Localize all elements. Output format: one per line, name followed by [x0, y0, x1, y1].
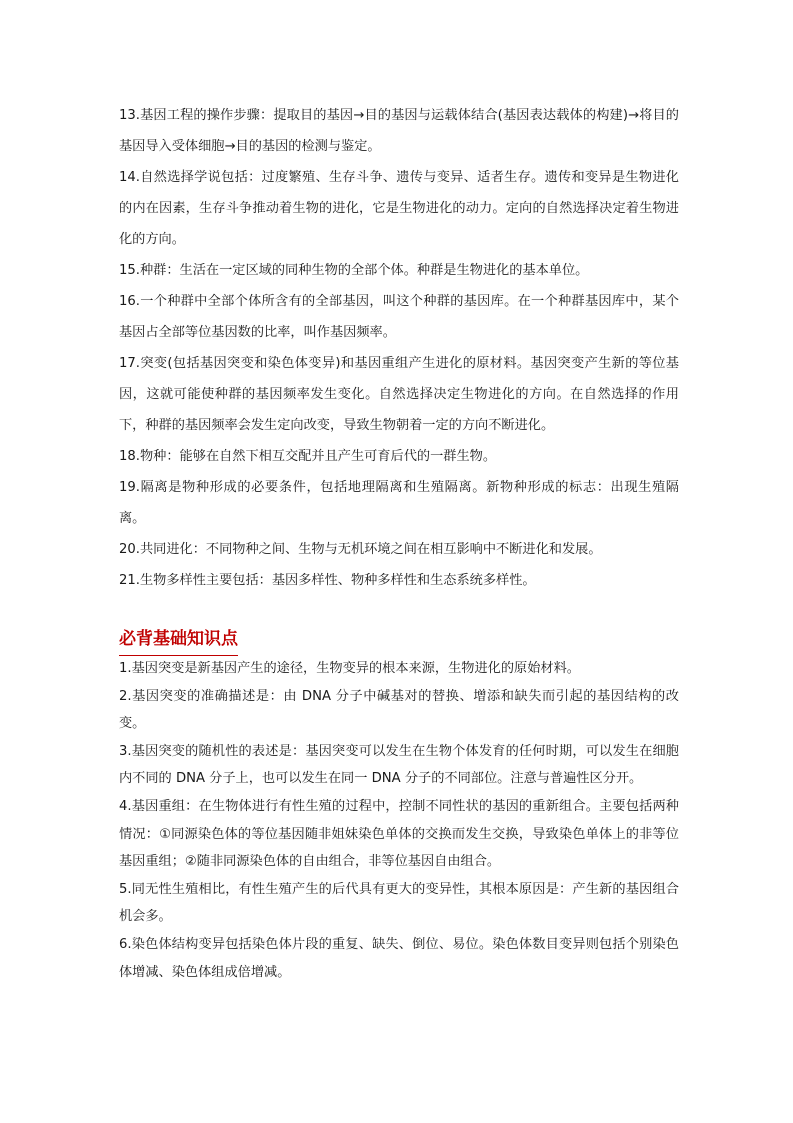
document-content: [119, 100, 679, 986]
list-item-18: 18.物种：能够在自然下相互交配并且产生可育后代的一群生物。: [119, 449, 497, 464]
list-item-1: 1.基因突变是新基因产生的途径，生物变异的根本来源，生物进化的原始材料。: [119, 661, 580, 676]
list-item-5: 5.同无性生殖相比，有性生殖产生的后代具有更大的变异性，其根本原因是：产生新的基因组合机会多。: [119, 881, 679, 925]
list-item-4: 4.基因重组：在生物体进行有性生殖的过程中，控制不同性状的基因的重新组合。主要包括两种情况：①同源染色体的等位基因随非姐妹染色单体的交换而发生交换，导致染色单体上的非等位基因重组；②随非同源染色体的自由组合，非等位基因自由组合。: [119, 798, 679, 870]
section-heading: 必背基础知识点: [119, 625, 238, 656]
list-item-6: 6.染色体结构变异包括染色体片段的重复、缺失、倒位、易位。染色体数目变异则包括个别染色体增减、染色体组成倍增减。: [119, 936, 679, 980]
list-item-19: 19.隔离是物种形成的必要条件，包括地理隔离和生殖隔离。新物种形成的标志：出现生殖隔离。: [119, 480, 679, 526]
list-item-21: 21.生物多样性主要包括：基因多样性、物种多样性和生态系统多样性。: [119, 573, 536, 588]
list-item-20: 20.共同进化：不同物种之间、生物与无机环境之间在相互影响中不断进化和发展。: [119, 542, 602, 557]
list-item-2: 2.基因突变的准确描述是：由 DNA 分子中碱基对的替换、增添和缺失而引起的基因结构的改变。: [119, 688, 679, 732]
list-item-16: 16.一个种群中全部个体所含有的全部基因，叫这个种群的基因库。在一个种群基因库中，某个基因占全部等位基因数的比率，叫作基因频率。: [119, 294, 679, 340]
knowledge-list-continued: [119, 100, 679, 596]
list-item-17: 17.突变(包括基因突变和染色体变异)和基因重组产生进化的原材料。基因突变产生新的等位基因，这就可能使种群的基因频率发生变化。自然选择决定生物进化的方向。在自然选择的作用下，种群的基因频率会发生定向改变，导致生物朝着一定的方向不断进化。: [119, 356, 679, 433]
list-item-15: 15.种群：生活在一定区域的同种生物的全部个体。种群是生物进化的基本单位。: [119, 263, 589, 278]
list-item-3: 3.基因突变的随机性的表述是：基因突变可以发生在生物个体发育的任何时期，可以发生在细胞内不同的 DNA 分子上，也可以发生在同一 DNA 分子的不同部位。注意与普遍性区分开。: [119, 743, 679, 787]
list-item-14: 14.自然选择学说包括：过度繁殖、生存斗争、遗传与变异、适者生存。遗传和变异是生物进化的内在因素，生存斗争推动着生物的进化，它是生物进化的动力。定向的自然选择决定着生物进化的方向。: [119, 170, 679, 247]
basic-knowledge-list: [119, 655, 679, 986]
list-item-13: 13.基因工程的操作步骤：提取目的基因→目的基因与运载体结合(基因表达载体的构建)→将目的基因导入受体细胞→目的基因的检测与鉴定。: [119, 108, 679, 154]
section-heading-container: [119, 625, 679, 655]
